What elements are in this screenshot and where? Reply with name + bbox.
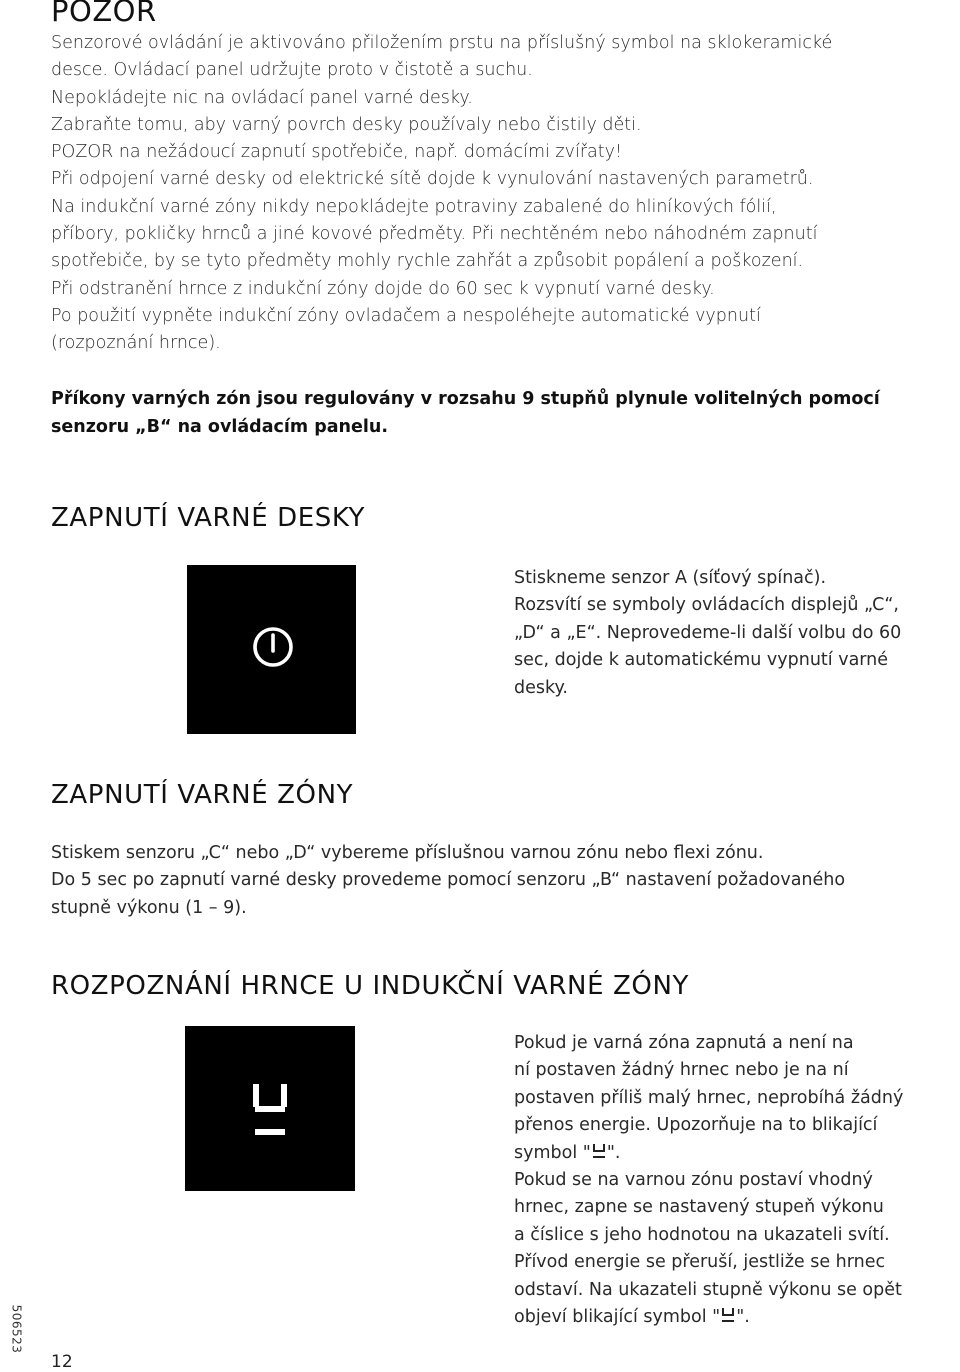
text-line: stupně výkonu (1 – 9). <box>51 897 247 918</box>
pozor-line: Při odpojení varné desky od elektrické sítě dojde k vynulování nastavených parametrů. <box>51 169 814 190</box>
text-line: a číslice s jeho hodnotou na ukazateli svítí. <box>514 1224 890 1245</box>
pot-symbol-inline-icon <box>720 1306 736 1324</box>
text-line <box>514 1304 954 1331</box>
pozor-line: spotřebiče, by se tyto předměty mohly rychle zahřát a způsobit popálení a poškození. <box>51 251 804 272</box>
text-line: Pokud se na varnou zónu postaví vhodný <box>514 1170 873 1191</box>
pozor-line: (rozpoznání hrnce). <box>51 333 221 354</box>
text-line: hrnec, zapne se nastavený stupeň výkonu <box>514 1197 884 1218</box>
power-icon <box>187 565 356 734</box>
pozor-line: desce. Ovládací panel udržujte proto v čistotě a suchu. <box>51 60 533 81</box>
text-line: desky. <box>514 677 568 698</box>
rozpoznani-text <box>514 1030 954 1331</box>
heading-zapnuti-varne-zony: ZAPNUTÍ VARNÉ ZÓNY <box>51 780 354 810</box>
text-line: postaven příliš malý hrnec, neprobíhá žádný <box>514 1087 904 1108</box>
pozor-line: Zabraňte tomu, aby varný povrch desky používaly nebo čistily děti. <box>51 114 642 135</box>
pozor-text-block <box>51 30 951 358</box>
pot-detection-symbol-icon <box>185 1026 355 1191</box>
pozor-line: Nepokládejte nic na ovládací panel varné desky. <box>51 87 473 108</box>
text-line: Rozsvítí se symboly ovládacích displejů „C“, <box>514 595 899 616</box>
section-title-pozor: POZOR <box>51 0 157 28</box>
text-line: Přívod energie se přeruší, jestliže se hrnec <box>514 1252 886 1273</box>
pozor-line: Senzorové ovládání je aktivováno přiložením prstu na příslušný symbol na sklokeramické <box>51 33 833 53</box>
bold-line: senzoru „B“ na ovládacím panelu. <box>51 416 388 437</box>
power-sensor-panel <box>187 565 356 734</box>
zapnuti-zony-text <box>51 840 956 922</box>
bold-line: Příkony varných zón jsou regulovány v rozsahu 9 stupňů plynule volitelných pomocí <box>51 389 880 409</box>
text-line <box>514 1140 954 1167</box>
text-line: „D“ a „E“. Neprovedeme-li další volbu do 60 <box>514 622 902 643</box>
text-line: ní postaven žádný hrnec nebo je na ní <box>514 1060 849 1081</box>
pozor-line: příbory, pokličky hrnců a jiné kovové předměty. Při nechtěném nebo náhodném zapnutí <box>51 224 818 245</box>
symbol-line-prefix: symbol " <box>514 1142 591 1163</box>
symbol-line-suffix: ". <box>736 1307 750 1328</box>
symbol-line-suffix: ". <box>606 1142 621 1163</box>
pot-symbol-inline-icon <box>591 1142 607 1160</box>
heading-zapnuti-varne-desky: ZAPNUTÍ VARNÉ DESKY <box>51 503 366 533</box>
pozor-line: Po použití vypněte indukční zóny ovladačem a nespoléhejte automatické vypnutí <box>51 305 761 326</box>
zapnuti-desky-text <box>514 565 954 702</box>
heading-rozpoznani-hrnce: ROZPOZNÁNÍ HRNCE U INDUKČNÍ VARNÉ ZÓNY <box>51 971 689 1001</box>
pozor-line: Na indukční varné zóny nikdy nepokládejte potraviny zabalené do hliníkových fólií, <box>51 196 777 217</box>
text-line: přenos energie. Upozorňuje na to blikající <box>514 1115 878 1136</box>
text-line: Stiskneme senzor A (síťový spínač). <box>514 568 827 588</box>
pozor-line: Při odstranění hrnce z indukční zóny dojde do 60 sec k vypnutí varné desky. <box>51 278 715 299</box>
document-code: 506523 <box>9 1304 24 1354</box>
text-line: Stiskem senzoru „C“ nebo „D“ vybereme příslušnou varnou zónu nebo flexi zónu. <box>51 843 764 863</box>
text-line: odstaví. Na ukazateli stupně výkonu se opět <box>514 1279 902 1300</box>
page-number: 12 <box>51 1352 73 1372</box>
text-line: Do 5 sec po zapnutí varné desky provedeme pomocí senzoru „B“ nastavení požadovaného <box>51 870 846 891</box>
text-line: Pokud je varná zóna zapnutá a není na <box>514 1033 854 1053</box>
pot-detection-panel <box>185 1026 355 1191</box>
pozor-line: POZOR na nežádoucí zapnutí spotřebiče, např. domácími zvířaty! <box>51 142 622 163</box>
symbol-line-prefix: objeví blikající symbol " <box>514 1307 721 1328</box>
text-line: sec, dojde k automatickému vypnutí varné <box>514 650 889 671</box>
power-regulation-note <box>51 386 951 441</box>
